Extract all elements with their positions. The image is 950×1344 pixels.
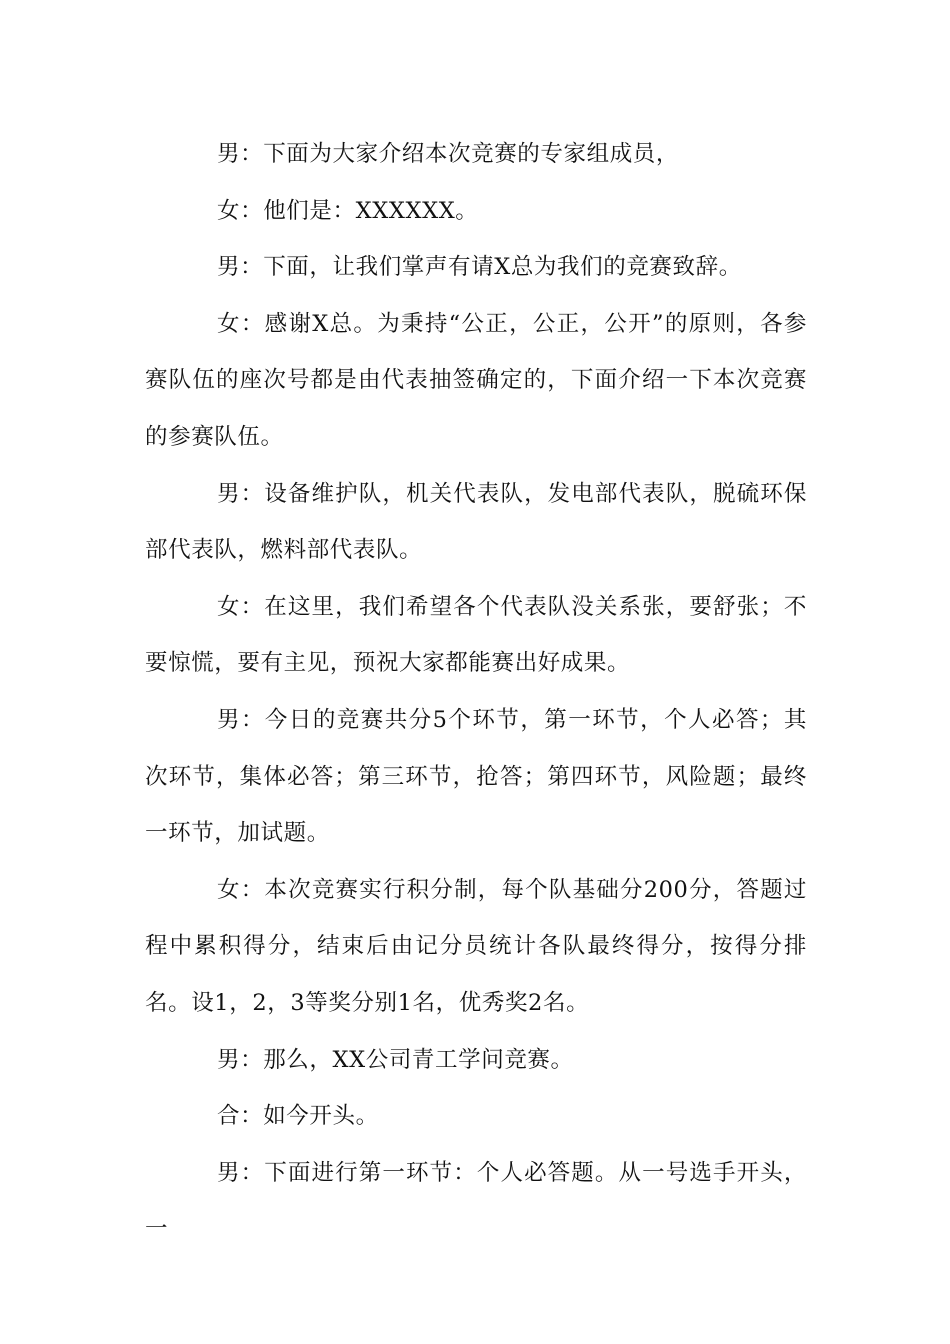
paragraph-invite-speech: 男：下面，让我们掌声有请X总为我们的竞赛致辞。	[217, 254, 742, 281]
document-body	[145, 126, 807, 1258]
paragraph-round-one: 男：下面进行第一环节：个人必答题。从一号选手开头，一	[145, 1159, 807, 1243]
paragraph-encouragement: 女：在这里，我们希望各个代表队没关系张，要舒张；不要惊慌，要有主见，预祝大家都能赛出好成果。	[145, 593, 807, 677]
paragraph-scoring-rules: 女：本次竞赛实行积分制，每个队基础分200分，答题过程中累积得分，结束后由记分员统计各队最终得分，按得分排名。设1，2，3等奖分别1名，优秀奖2名。	[145, 876, 807, 1016]
paragraph-experts-named: 女：他们是：XXXXXX。	[217, 197, 479, 224]
paragraph-expert-intro: 男：下面为大家介绍本次竞赛的专家组成员，	[217, 141, 680, 167]
paragraph-rounds: 男：今日的竞赛共分5个环节，第一环节，个人必答；其次环节，集体必答；第三环节，抢答；第四环节，风险题；最终一环节，加试题。	[145, 706, 807, 847]
paragraph-team-list: 男：设备维护队，机关代表队，发电部代表队，脱硫环保部代表队，燃料部代表队。	[145, 480, 807, 564]
paragraph-contest-name: 男：那么，XX公司青工学问竞赛。	[217, 1046, 574, 1073]
paragraph-seating-draw: 女：感谢X总。为秉持“公正，公正，公开”的原则，各参赛队伍的座次号都是由代表抽签确定的，下面介绍一下本次竞赛的参赛队伍。	[145, 310, 807, 450]
paragraph-start: 合：如今开头。	[217, 1103, 379, 1130]
